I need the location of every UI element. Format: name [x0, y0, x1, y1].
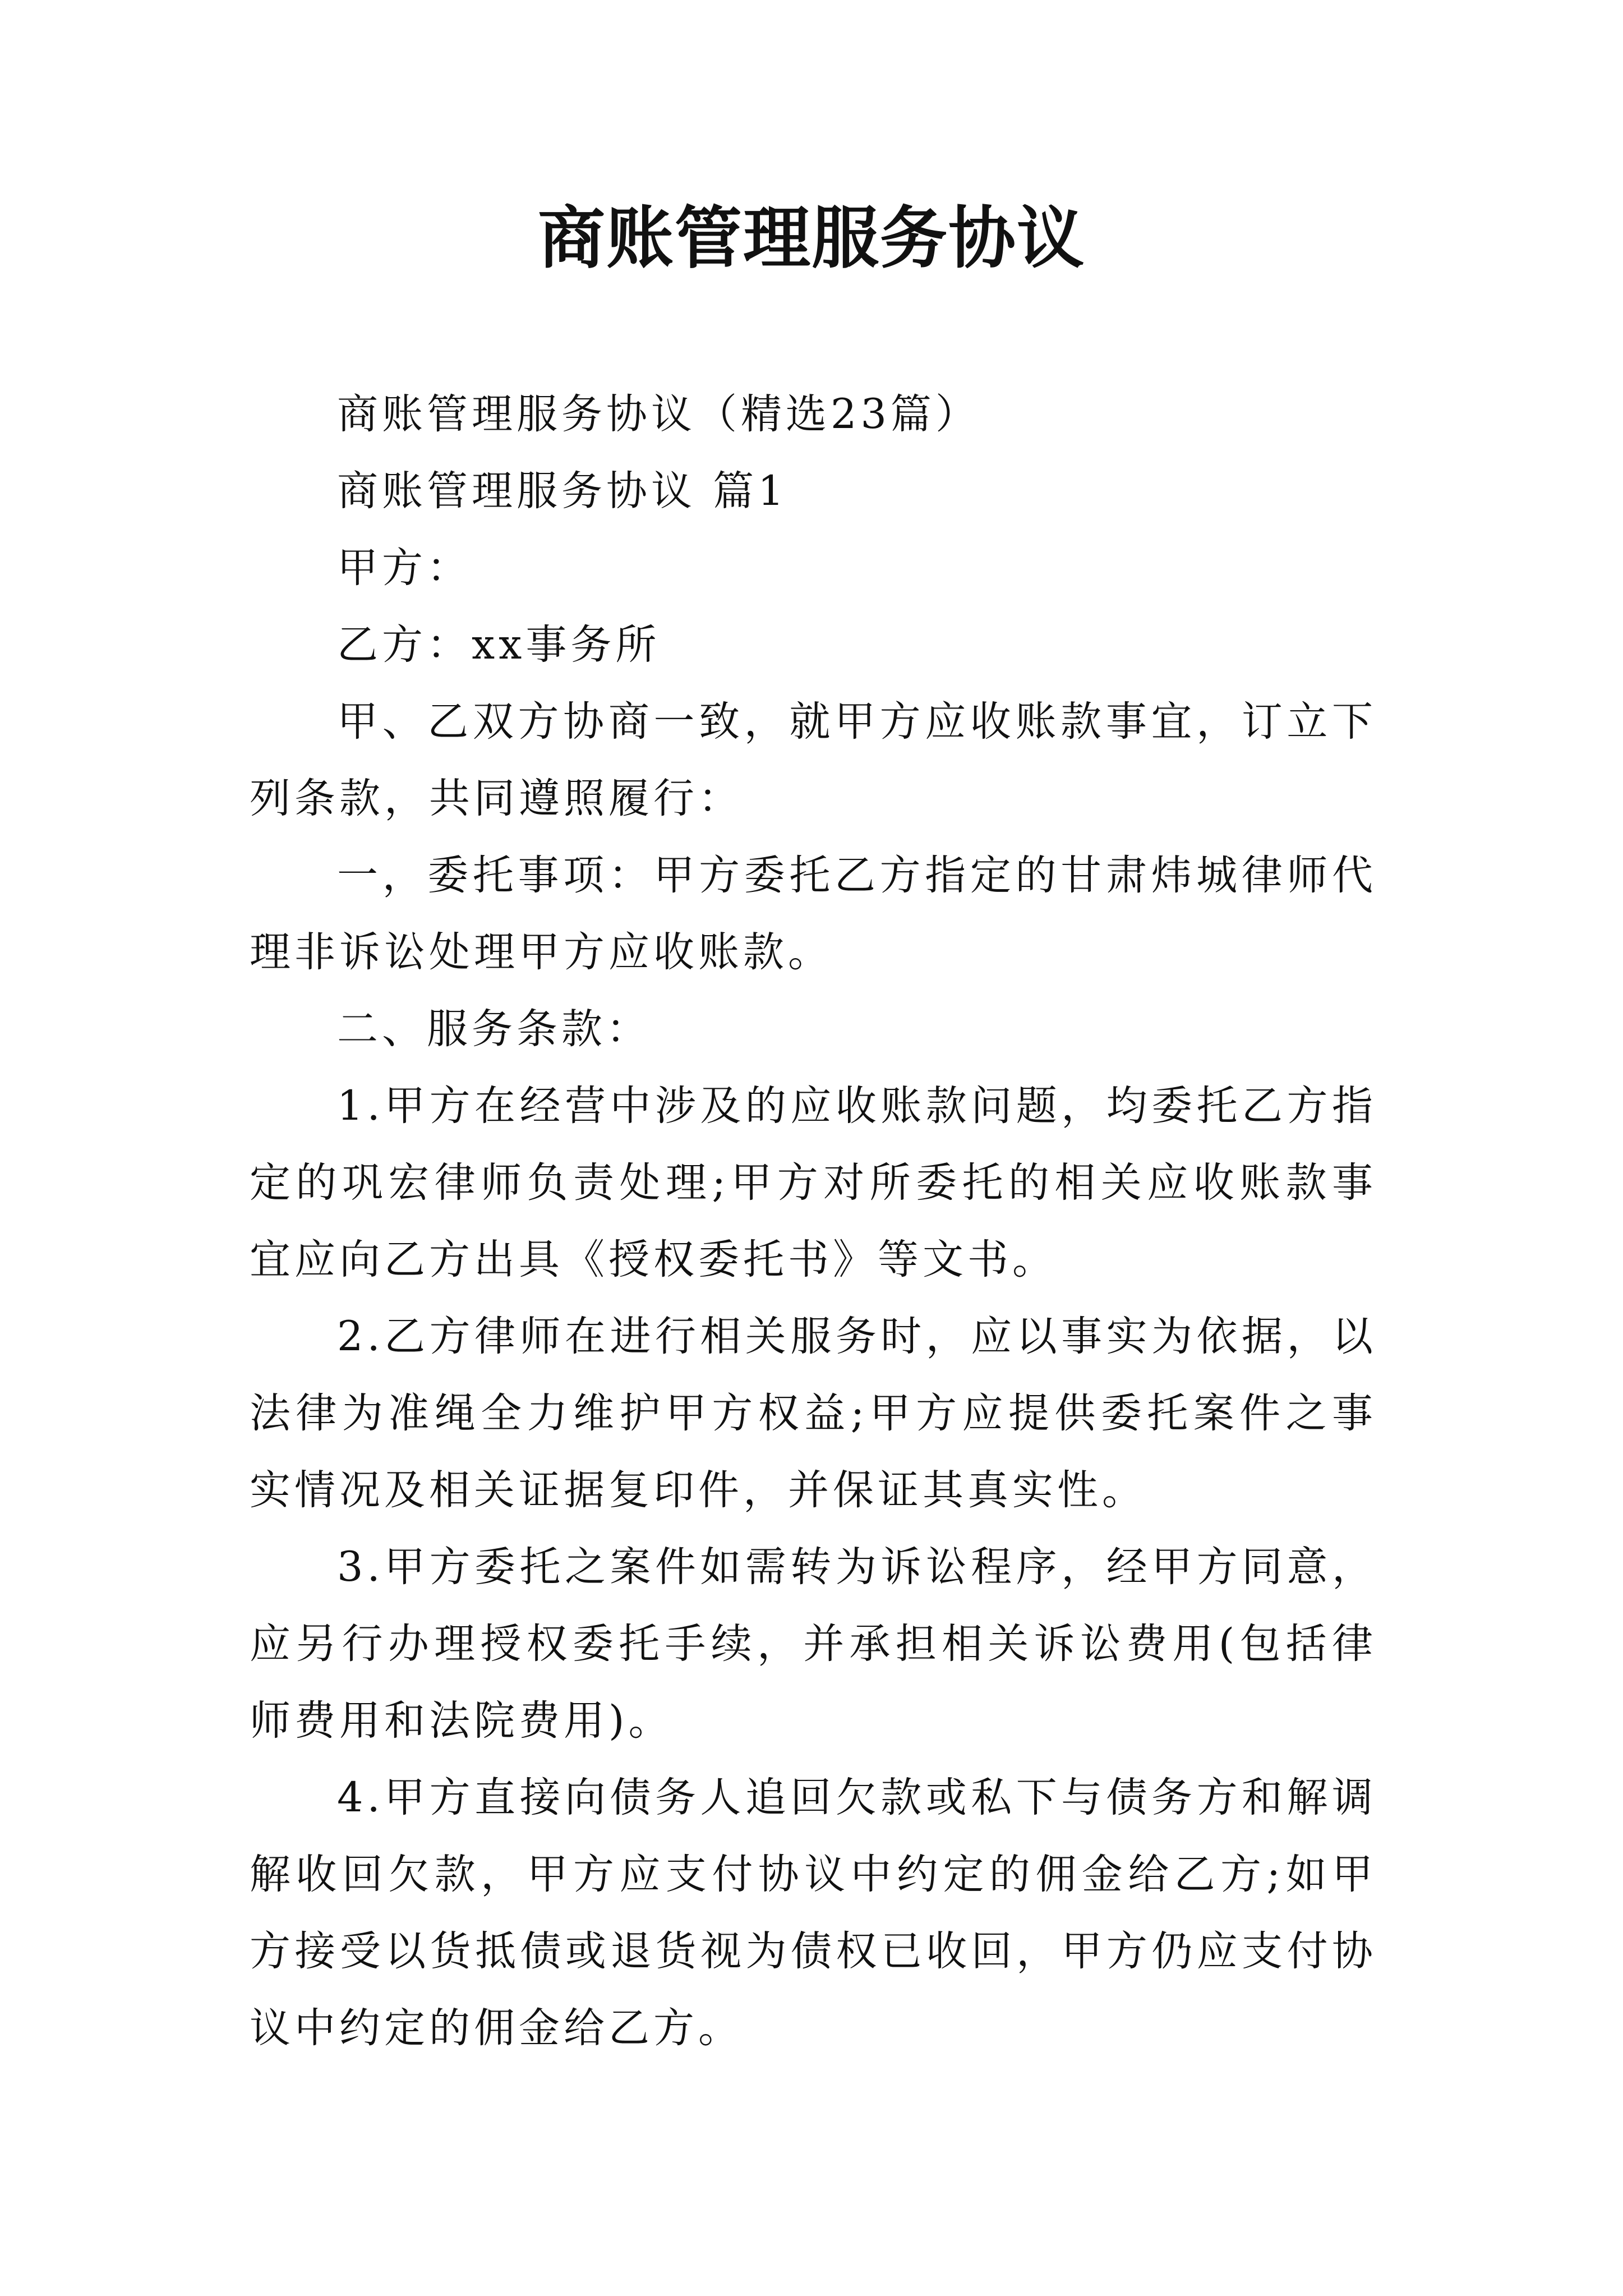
paragraph-subtitle: 商账管理服务协议（精选23篇） — [337, 390, 980, 438]
paragraph-clause-1: 一，委托事项：甲方委托乙方指定的甘肃炜城律师代理非诉讼处理甲方应收账款。 — [250, 852, 1377, 976]
paragraph-item-2: 2.乙方律师在进行相关服务时，应以事实为依据，以法律为准绳全力维护甲方权益;甲方应提供委托案件之事实情况及相关证据复印件，并保证其真实性。 — [250, 1313, 1377, 1514]
document-body — [250, 376, 1377, 2067]
paragraph-preamble: 甲、乙双方协商一致，就甲方应收账款事宜，订立下列条款，共同遵照履行： — [250, 698, 1377, 822]
paragraph-item-3: 3.甲方委托之案件如需转为诉讼程序，经甲方同意，应另行办理授权委托手续，并承担相关诉讼费用(包括律师费用和法院费用)。 — [250, 1543, 1377, 1745]
paragraph-section-heading: 商账管理服务协议 篇1 — [337, 467, 788, 515]
paragraph-party-a: 甲方： — [337, 544, 472, 592]
paragraph-item-4: 4.甲方直接向债务人追回欠款或私下与债务方和解调解收回欠款，甲方应支付协议中约定的佣金给乙方;如甲方接受以货抵债或退货视为债权已收回，甲方仍应支付协议中约定的佣金给乙方。 — [250, 1774, 1377, 2052]
document-title: 商账管理服务协议 — [538, 199, 1085, 278]
paragraph-clause-2-heading: 二、服务条款： — [337, 1005, 651, 1053]
paragraph-party-b: 乙方：xx事务所 — [337, 621, 661, 669]
paragraph-item-1: 1.甲方在经营中涉及的应收账款问题，均委托乙方指定的巩宏律师负责处理;甲方对所委托的相关应收账款事宜应向乙方出具《授权委托书》等文书。 — [250, 1082, 1377, 1283]
